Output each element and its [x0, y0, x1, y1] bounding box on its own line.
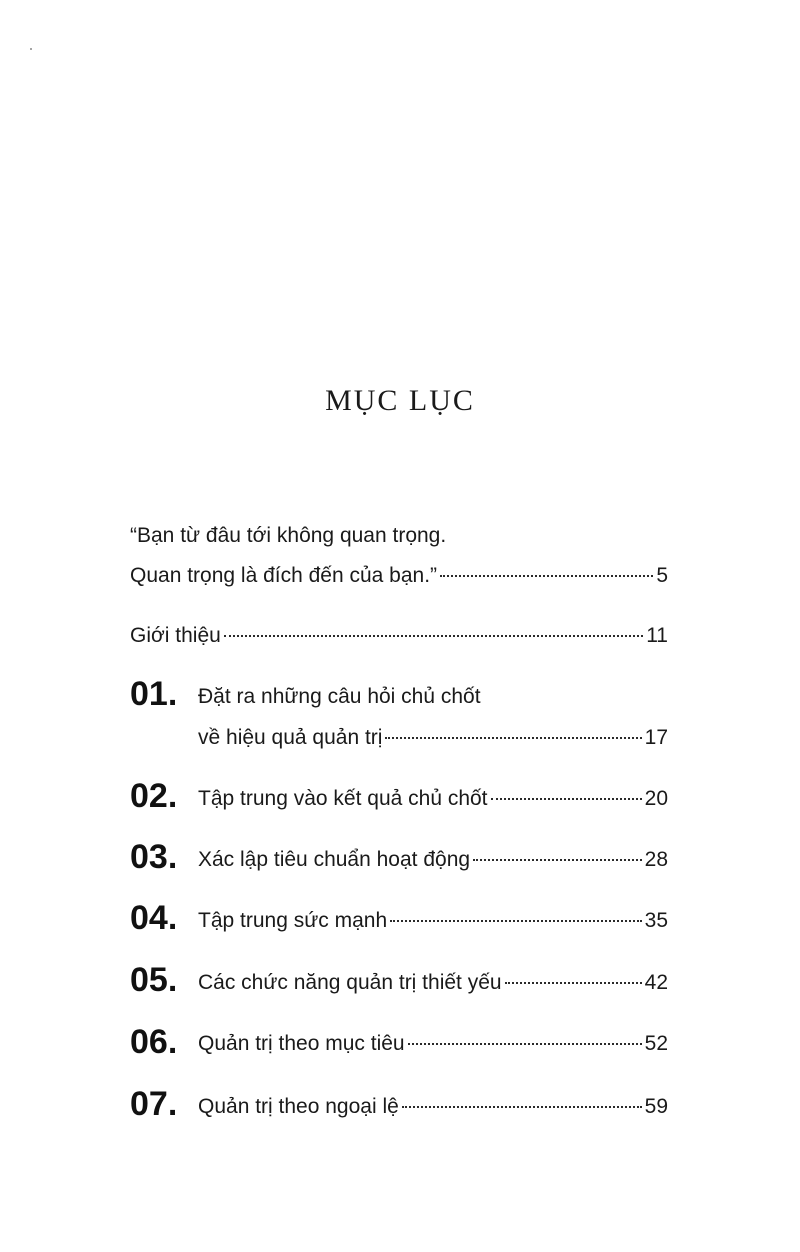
chapter-entry	[198, 845, 668, 875]
page-number: 5	[656, 564, 668, 587]
chapter-entry	[198, 1029, 668, 1059]
chapter-number: 06.	[130, 1023, 178, 1061]
quote-line-1: “Bạn từ đâu tới không quan trọng.	[130, 524, 447, 547]
chapter-entry	[198, 784, 668, 814]
chapter-entry	[198, 968, 668, 998]
dot-leader	[473, 859, 642, 861]
page-number: 35	[644, 909, 668, 932]
chapter-number: 02.	[130, 777, 178, 815]
chapter-entry	[198, 723, 668, 753]
page-number: 11	[646, 624, 668, 647]
chapter-title: Quản trị theo ngoại lệ	[198, 1095, 399, 1118]
intro-entry	[130, 621, 668, 651]
chapter-number: 05.	[130, 961, 178, 999]
page-speck	[30, 48, 32, 50]
chapter-entry	[198, 906, 668, 936]
quote-entry	[130, 561, 668, 591]
chapter-number: 07.	[130, 1085, 178, 1123]
page-number: 20	[644, 787, 668, 810]
dot-leader	[402, 1106, 642, 1108]
chapter-number: 04.	[130, 899, 178, 937]
chapter-entry	[198, 1092, 668, 1122]
page-title: MỤC LỤC	[325, 384, 475, 417]
dot-leader	[224, 635, 643, 637]
dot-leader	[390, 920, 641, 922]
page-number: 59	[644, 1095, 668, 1118]
page-number: 28	[644, 848, 668, 871]
page-number: 42	[644, 971, 668, 994]
dot-leader	[491, 798, 642, 800]
dot-leader	[505, 982, 642, 984]
quote-line-2: Quan trọng là đích đến của bạn.”	[130, 564, 438, 587]
page-number: 17	[644, 726, 668, 749]
chapter-title-line-1: Đặt ra những câu hỏi chủ chốt	[198, 685, 481, 708]
dot-leader	[408, 1043, 642, 1045]
chapter-number: 03.	[130, 838, 178, 876]
dot-leader	[385, 737, 641, 739]
chapter-number: 01.	[130, 675, 178, 713]
chapter-title: Xác lập tiêu chuẩn hoạt động	[198, 848, 471, 871]
intro-label: Giới thiệu	[130, 624, 221, 647]
chapter-title: Quản trị theo mục tiêu	[198, 1032, 405, 1055]
page-number: 52	[644, 1032, 668, 1055]
chapter-title-line-2: về hiệu quả quản trị	[198, 726, 383, 749]
chapter-title: Tập trung vào kết quả chủ chốt	[198, 787, 488, 810]
dot-leader	[440, 575, 653, 577]
chapter-title: Tập trung sức mạnh	[198, 909, 388, 932]
chapter-title: Các chức năng quản trị thiết yếu	[198, 971, 502, 994]
